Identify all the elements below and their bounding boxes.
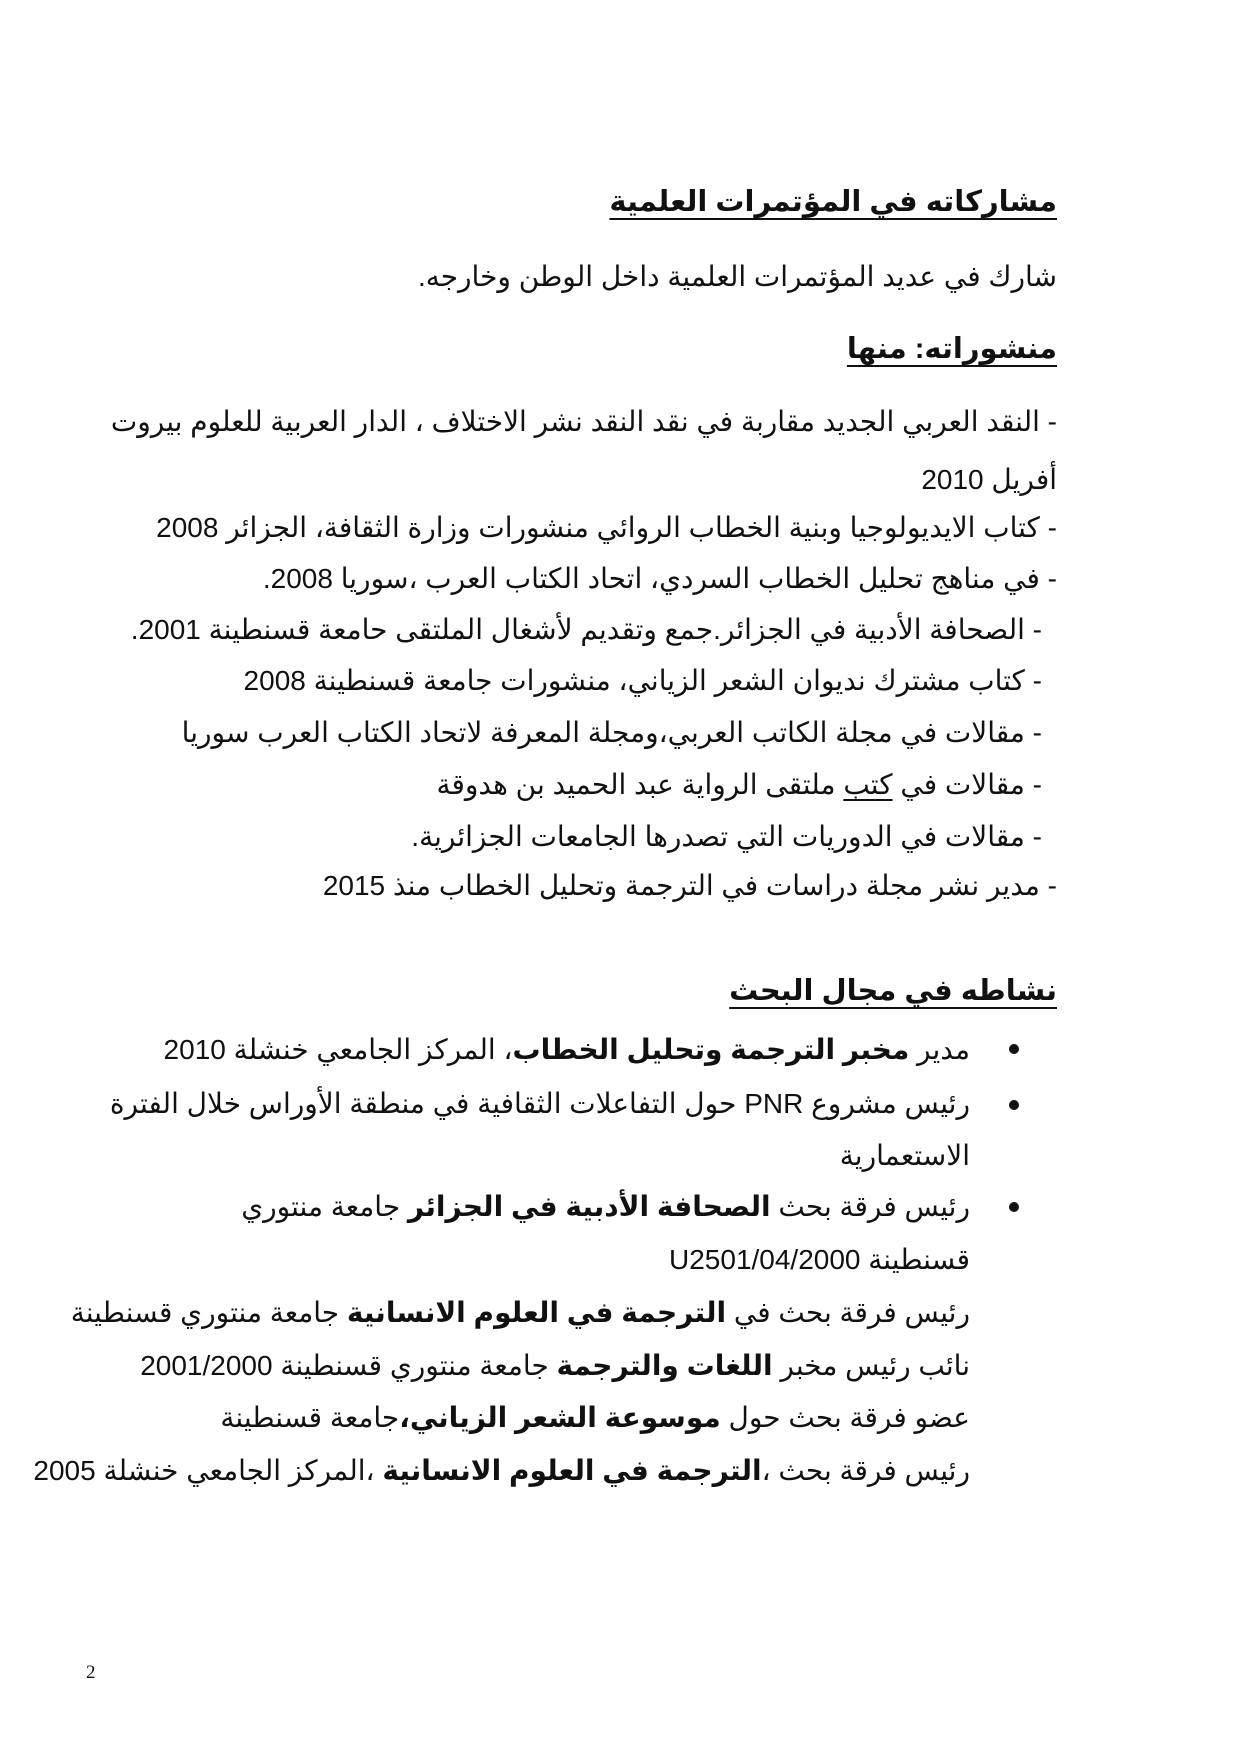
l3-a: عضو فرقة بحث حول bbox=[720, 1402, 970, 1433]
research-heading: نشاطه في مجال البحث bbox=[729, 975, 1057, 1007]
research-bullet-1 bbox=[164, 1030, 970, 1070]
conferences-heading: مشاركاته في المؤتمرات العلمية bbox=[609, 186, 1057, 218]
l2-a: نائب رئيس مخبر bbox=[772, 1350, 970, 1381]
publication-item-3: - في مناهج تحليل الخطاب السردي، اتحاد الكتاب العرب ،سوريا 2008. bbox=[262, 563, 1057, 594]
item7-suffix: ملتقى الرواية عبد الحميد بن هدوقة bbox=[436, 769, 844, 800]
publication-item-2: - كتاب الايديولوجيا وبنية الخطاب الروائي منشورات وزارة الثقافة، الجزائر 2008 bbox=[156, 512, 1057, 543]
publication-item-1: - النقد العربي الجديد مقاربة في نقد النقد نشر الاختلاف ، الدار العربية للعلوم بيروت أفريل 2010 bbox=[110, 406, 1057, 495]
l2-bold: اللغات والترجمة bbox=[556, 1350, 773, 1381]
b1-c: ، المركز الجامعي خنشلة 2010 bbox=[163, 1034, 513, 1065]
conferences-text: شارك في عديد المؤتمرات العلمية داخل الوطن وخارجه. bbox=[417, 261, 1057, 292]
l2-c: جامعة منتوري قسنطينة 2001/2000 bbox=[140, 1350, 557, 1381]
l1-c: جامعة منتوري قسنطينة bbox=[70, 1297, 347, 1328]
b3-a: رئيس فرقة بحث bbox=[770, 1191, 970, 1222]
publication-item-9: - مدير نشر مجلة دراسات في الترجمة وتحليل الخطاب منذ 2015 bbox=[322, 870, 1057, 901]
item7-prefix: - مقالات في bbox=[892, 769, 1042, 800]
publication-item-8: - مقالات في الدوريات التي تصدرها الجامعات الجزائرية. bbox=[411, 821, 1042, 852]
b3-c: جامعة منتوري bbox=[241, 1191, 408, 1222]
item7-underlined: كتب bbox=[843, 769, 893, 800]
l1-a: رئيس فرقة بحث في bbox=[726, 1297, 970, 1328]
b1-bold: مخبر الترجمة وتحليل الخطاب bbox=[512, 1034, 910, 1065]
research-line-2 bbox=[140, 1346, 970, 1386]
bullet-icon bbox=[1009, 1202, 1019, 1212]
page-number: 2 bbox=[86, 1662, 96, 1683]
research-line-1 bbox=[71, 1293, 970, 1333]
bullet-icon bbox=[1009, 1044, 1019, 1054]
bullet-icon bbox=[1009, 1100, 1019, 1110]
b3-bold: الصحافة الأدبية في الجزائر bbox=[407, 1191, 771, 1222]
b1-a: مدير bbox=[909, 1034, 970, 1065]
l4-bold: الترجمة في العلوم الانسانية bbox=[382, 1455, 762, 1486]
publications-heading: منشوراته: منها bbox=[846, 333, 1057, 365]
l4-a: رئيس فرقة بحث ، bbox=[761, 1455, 970, 1486]
research-line-3 bbox=[220, 1398, 970, 1438]
research-bullet-2: رئيس مشروع PNR حول التفاعلات الثقافية في منطقة الأوراس خلال الفترة الاستعمارية bbox=[109, 1088, 970, 1171]
l3-c: جامعة قسنطينة bbox=[220, 1402, 400, 1433]
publication-item-6: - مقالات في مجلة الكاتب العربي،ومجلة المعرفة لاتحاد الكتاب العرب سوريا bbox=[181, 717, 1042, 748]
l4-c: ،المركز الجامعي خنشلة 2005 bbox=[33, 1455, 383, 1486]
publication-item-5: - كتاب مشترك نديوان الشعر الزياني، منشورات جامعة قسنطينة 2008 bbox=[243, 665, 1042, 696]
publication-item-4: - الصحافة الأدبية في الجزائر.جمع وتقديم لأشغال الملتقى حامعة قسنطينة 2001. bbox=[130, 614, 1042, 645]
research-bullet-3 bbox=[241, 1187, 970, 1227]
publication-item-7 bbox=[436, 765, 1042, 805]
l3-bold: موسوعة الشعر الزياني، bbox=[399, 1402, 721, 1433]
l1-bold: الترجمة في العلوم الانسانية bbox=[346, 1297, 727, 1328]
research-bullet-3-cont: قسنطينة U2501/04/2000 bbox=[669, 1244, 970, 1275]
research-line-4 bbox=[33, 1451, 970, 1491]
